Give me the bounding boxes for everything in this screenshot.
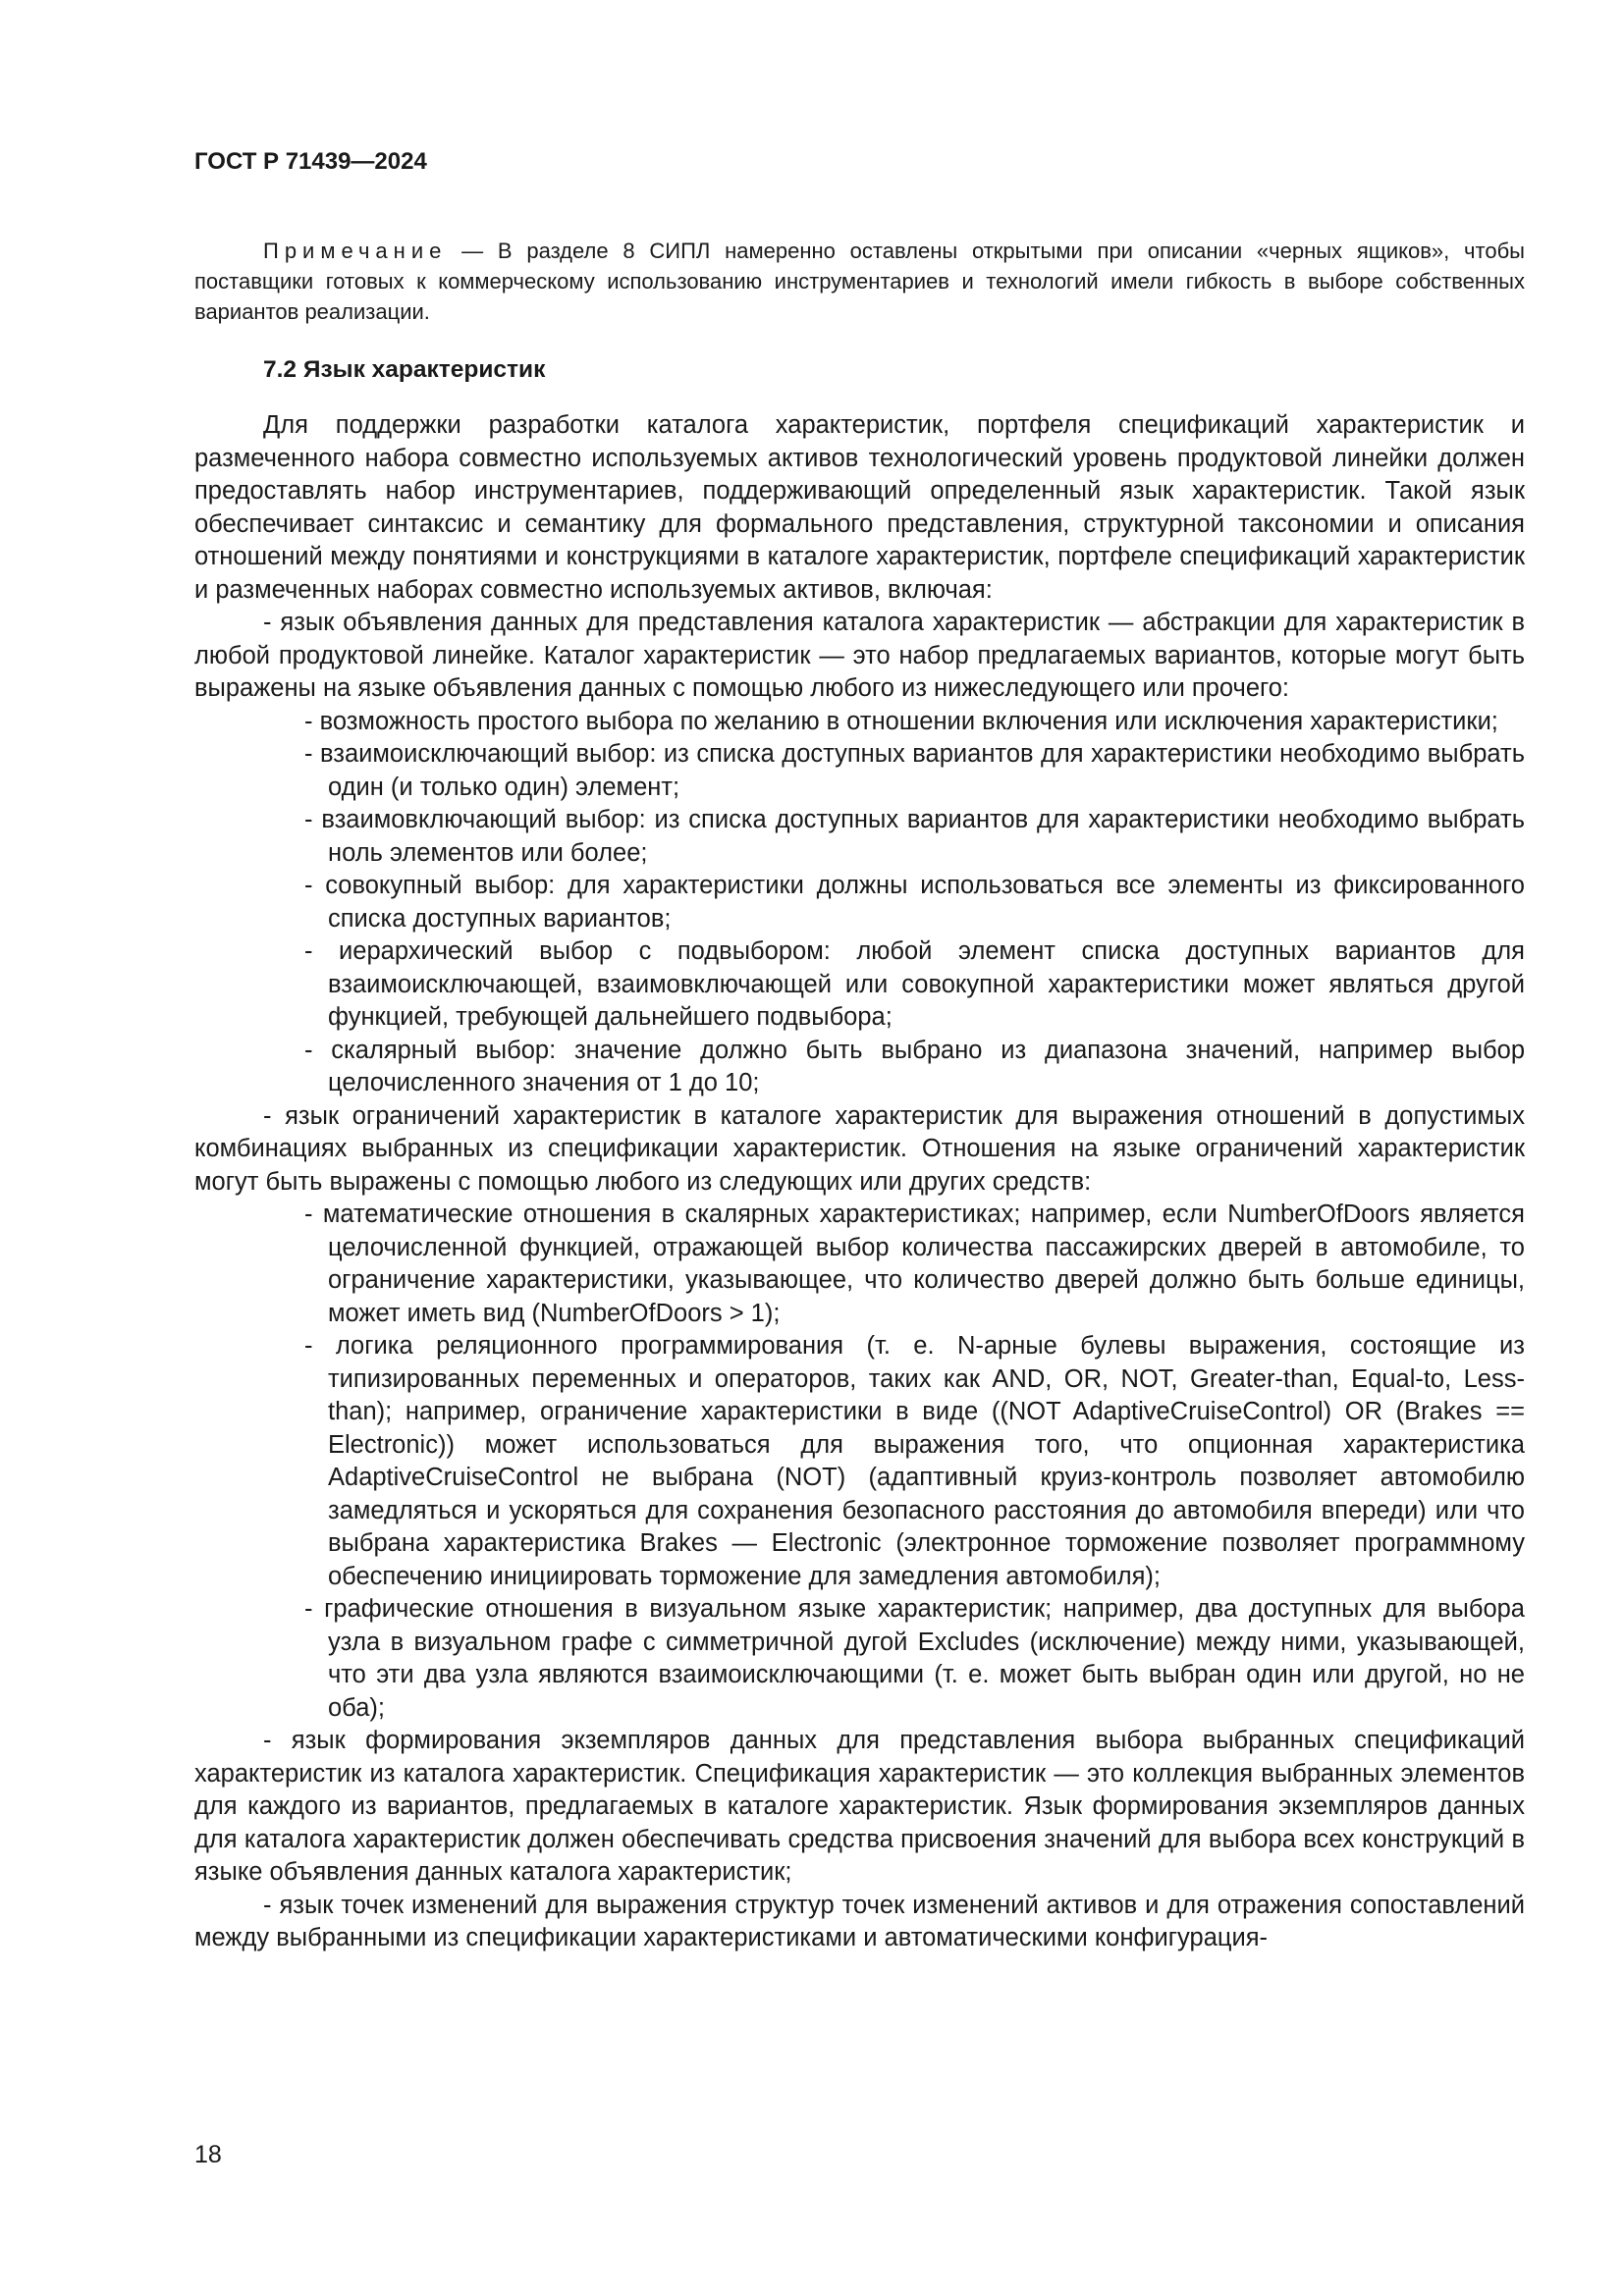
list-item: - логика реляционного программирования (т. е. N-арные булевы выражения, состоящие из типизированных переменных и операторов, таких как AND, OR, NOT, Greater-than, Equal-to, Less-than); например, ограничение характеристики в виде ((NOT AdaptiveCruiseControl) OR (Brakes == Electronic)) может использоваться для выражения того, что опционная характеристика AdaptiveCruiseControl не выбрана (NOT) (адаптивный круиз-контроль позволяет автомобилю замедляться и ускоряться для сохранения безопасного расстояния до автомобиля впереди) или что выбрана характеристика Brakes — Electronic (электронное торможение позволяет программному обеспечению инициировать торможение для замедления автомобиля); [304, 1332, 1525, 1590]
note-text: — В разделе 8 СИПЛ намеренно оставлены открытыми при описании «черных ящиков», чтобы поставщики готовых к коммерческому использованию инструментариев и технологий имели гибкость в выборе собственных вариантов реализации. [194, 239, 1525, 324]
list-item-variation-point-language: - язык точек изменений для выражения структур точек изменений активов и для отражения сопоставлений между выбранными из спецификации характеристиками и автоматическими конфигурация- [194, 1891, 1525, 1952]
section-body [194, 409, 1525, 1955]
list-item: - совокупный выбор: для характеристики должны использоваться все элементы из фиксированного списка доступных вариантов; [304, 872, 1525, 933]
constraint-subitems [194, 1199, 1525, 1725]
note-label: Примечание [263, 239, 448, 263]
list-item: - взаимоисключающий выбор: из списка доступных вариантов для характеристики необходимо выбрать один (и только один) элемент; [304, 740, 1525, 801]
intro-paragraph: Для поддержки разработки каталога характеристик, портфеля спецификаций характеристик и размеченного набора совместно используемых активов технологический уровень продуктовой линейки должен предоставлять набор инструментариев, поддерживающий определенный язык характеристик. Такой язык обеспечивает синтаксис и семантику для формального представления, структурной таксономии и описания отношений между понятиями и конструкциями в каталоге характеристик, портфеле спецификаций характеристик и размеченных наборах совместно используемых активов, включая: [194, 411, 1525, 604]
declaration-subitems [194, 706, 1525, 1100]
page-number: 18 [194, 2141, 222, 2168]
note-paragraph [194, 236, 1525, 327]
list-item: - взаимовключающий выбор: из списка доступных вариантов для характеристики необходимо выбрать ноль элементов или более; [304, 806, 1525, 867]
list-item: - иерархический выбор с подвыбором: любой элемент списка доступных вариантов для взаимоисключающей, взаимовключающей или совокупной характеристики может являться другой функцией, требующей дальнейшего подвыбора; [304, 937, 1525, 1032]
document-page [194, 147, 1525, 1955]
section-heading: 7.2 Язык характеристик [263, 356, 546, 383]
list-item: - математические отношения в скалярных характеристиках; например, если NumberOfDoors является целочисленной функцией, отражающей выбор количества пассажирских дверей в автомобиле, то ограничение характеристики, указывающее, что количество дверей должно быть больше единицы, может иметь вид (NumberOfDoors > 1); [304, 1201, 1525, 1327]
list-item-constraint-language: - язык ограничений характеристик в каталоге характеристик для выражения отношений в допустимых комбинациях выбранных из спецификации характеристик. Отношения на языке ограничений характеристик могут быть выражены с помощью любого из следующих или других средств: [194, 1101, 1525, 1196]
list-item: - графические отношения в визуальном языке характеристик; например, два доступных для выбора узла в визуальном графе с симметричной дугой Excludes (исключение) между ними, указывающей, что эти два узла являются взаимоисключающими (т. е. может быть выбран один или другой, но не оба); [304, 1595, 1525, 1722]
list-item-instantiation-language: - язык формирования экземпляров данных для представления выбора выбранных спецификаций характеристик из каталога характеристик. Спецификация характеристик — это коллекция выбранных элементов для каждого из вариантов, предлагаемых в каталоге характеристик. Язык формирования экземпляров данных для каталога характеристик должен обеспечивать средства присвоения значений для выбора всех конструкций в языке объявления данных каталога характеристик; [194, 1727, 1525, 1887]
list-item: - возможность простого выбора по желанию в отношении включения или исключения характеристики; [304, 707, 1498, 735]
list-item-declaration-language: - язык объявления данных для представления каталога характеристик — абстракции для характеристик в любой продуктовой линейке. Каталог характеристик — это набор предлагаемых вариантов, которые могут быть выражены на языке объявления данных с помощью любого из нижеследующего или прочего: [194, 609, 1525, 703]
list-item: - скалярный выбор: значение должно быть выбрано из диапазона значений, например выбор целочисленного значения от 1 до 10; [304, 1036, 1525, 1097]
document-id-header: ГОСТ Р 71439—2024 [194, 148, 427, 175]
